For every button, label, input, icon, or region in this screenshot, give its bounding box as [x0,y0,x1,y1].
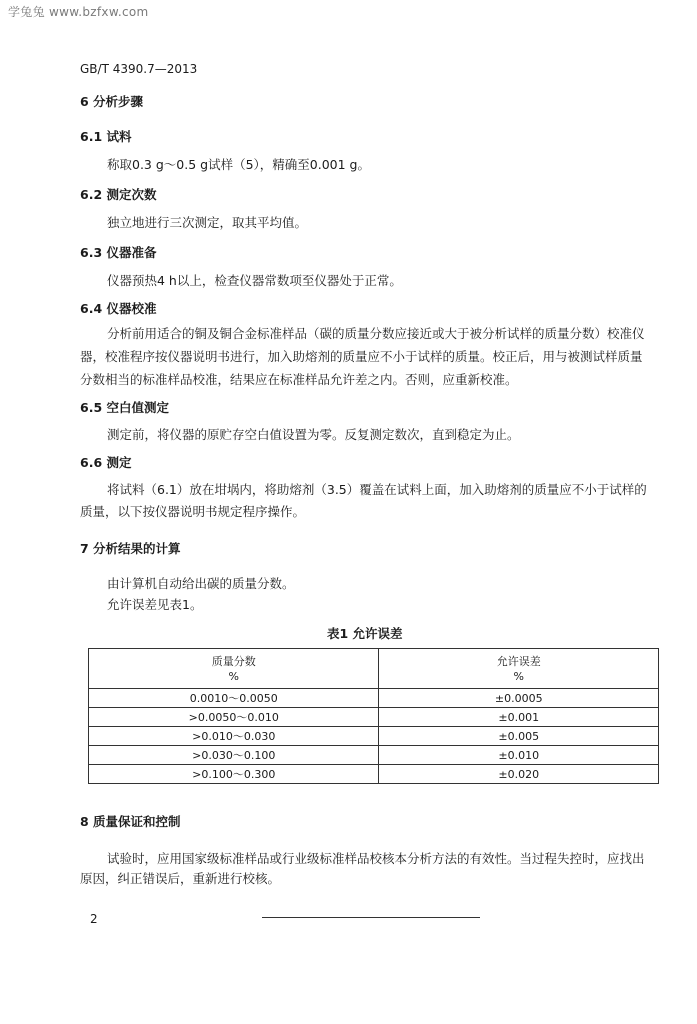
section-6-3-heading: 6.3 仪器准备 [80,245,157,260]
section-6-2-text: 独立地进行三次测定，取其平均值。 [107,215,308,230]
table-header-row [89,649,659,689]
tolerance-cell: ±0.005 [379,727,659,746]
page-number: 2 [90,912,98,926]
section-8-line-1: 试验时，应用国家级标准样品或行业级标准样品校核本分析方法的有效性。当过程失控时，应找出 [107,851,645,866]
column-header-mass-fraction [89,649,379,689]
table-row [89,765,659,784]
tolerance-cell: ±0.0005 [379,689,659,708]
section-6-1-heading: 6.1 试料 [80,129,132,144]
table-row [89,708,659,727]
section-8-heading: 8 质量保证和控制 [80,814,181,829]
column-header-mass-fraction-unit: % [228,669,239,683]
table-row [89,746,659,765]
table-row [89,689,659,708]
section-6-heading: 6 分析步骤 [80,94,144,109]
column-header-tolerance-unit: % [513,669,524,683]
watermark: 学兔兔 www.bzfxw.com [8,5,149,19]
section-6-5-heading: 6.5 空白值测定 [80,400,169,415]
section-7-line-2: 允许误差见表1。 [107,597,203,612]
section-6-4-line-2: 器，校准程序按仪器说明书进行，加入助熔剂的质量应不小于试样的质量。校正后，用与被测试样质量 [80,349,643,364]
section-6-6-line-2: 质量，以下按仪器说明书规定程序操作。 [80,504,306,519]
table-row [89,727,659,746]
section-6-4-line-1: 分析前用适合的铜及铜合金标准样品（碳的质量分数应接近或大于被分析试样的质量分数）校准仪 [107,326,645,341]
standard-number: GB/T 4390.7—2013 [80,62,198,76]
range-cell: >0.100～0.300 [89,765,379,784]
tolerance-table [88,648,659,784]
section-6-4-heading: 6.4 仪器校准 [80,301,157,316]
section-6-4-line-3: 分数相当的标准样品校准，结果应在标准样品允许差之内。否则，应重新校准。 [80,372,518,387]
tolerance-cell: ±0.001 [379,708,659,727]
tolerance-cell: ±0.010 [379,746,659,765]
section-6-6-line-1: 将试料（6.1）放在坩埚内，将助熔剂（3.5）覆盖在试料上面，加入助熔剂的质量应不小于试样的 [107,482,647,497]
tolerance-cell: ±0.020 [379,765,659,784]
range-cell: >0.0050～0.010 [89,708,379,727]
column-header-mass-fraction-label: 质量分数 [211,654,256,668]
section-7-line-1: 由计算机自动给出碳的质量分数。 [107,576,295,591]
range-cell: >0.010～0.030 [89,727,379,746]
section-6-6-heading: 6.6 测定 [80,455,132,470]
range-cell: 0.0010～0.0050 [89,689,379,708]
footer-rule [262,917,480,918]
column-header-tolerance-label: 允许误差 [496,654,541,668]
section-6-1-text: 称取0.3 g～0.5 g试样（5），精确至0.001 g。 [107,157,370,172]
section-6-2-heading: 6.2 测定次数 [80,187,157,202]
section-6-5-text: 测定前，将仪器的原贮存空白值设置为零。反复测定数次，直到稳定为止。 [107,427,520,442]
column-header-tolerance [379,649,659,689]
range-cell: >0.030～0.100 [89,746,379,765]
section-7-heading: 7 分析结果的计算 [80,541,181,556]
section-8-line-2: 原因，纠正错误后，重新进行校核。 [80,871,281,886]
section-6-3-text: 仪器预热4 h以上，检查仪器常数项至仪器处于正常。 [107,273,402,288]
table-caption: 表1 允许误差 [327,626,403,641]
